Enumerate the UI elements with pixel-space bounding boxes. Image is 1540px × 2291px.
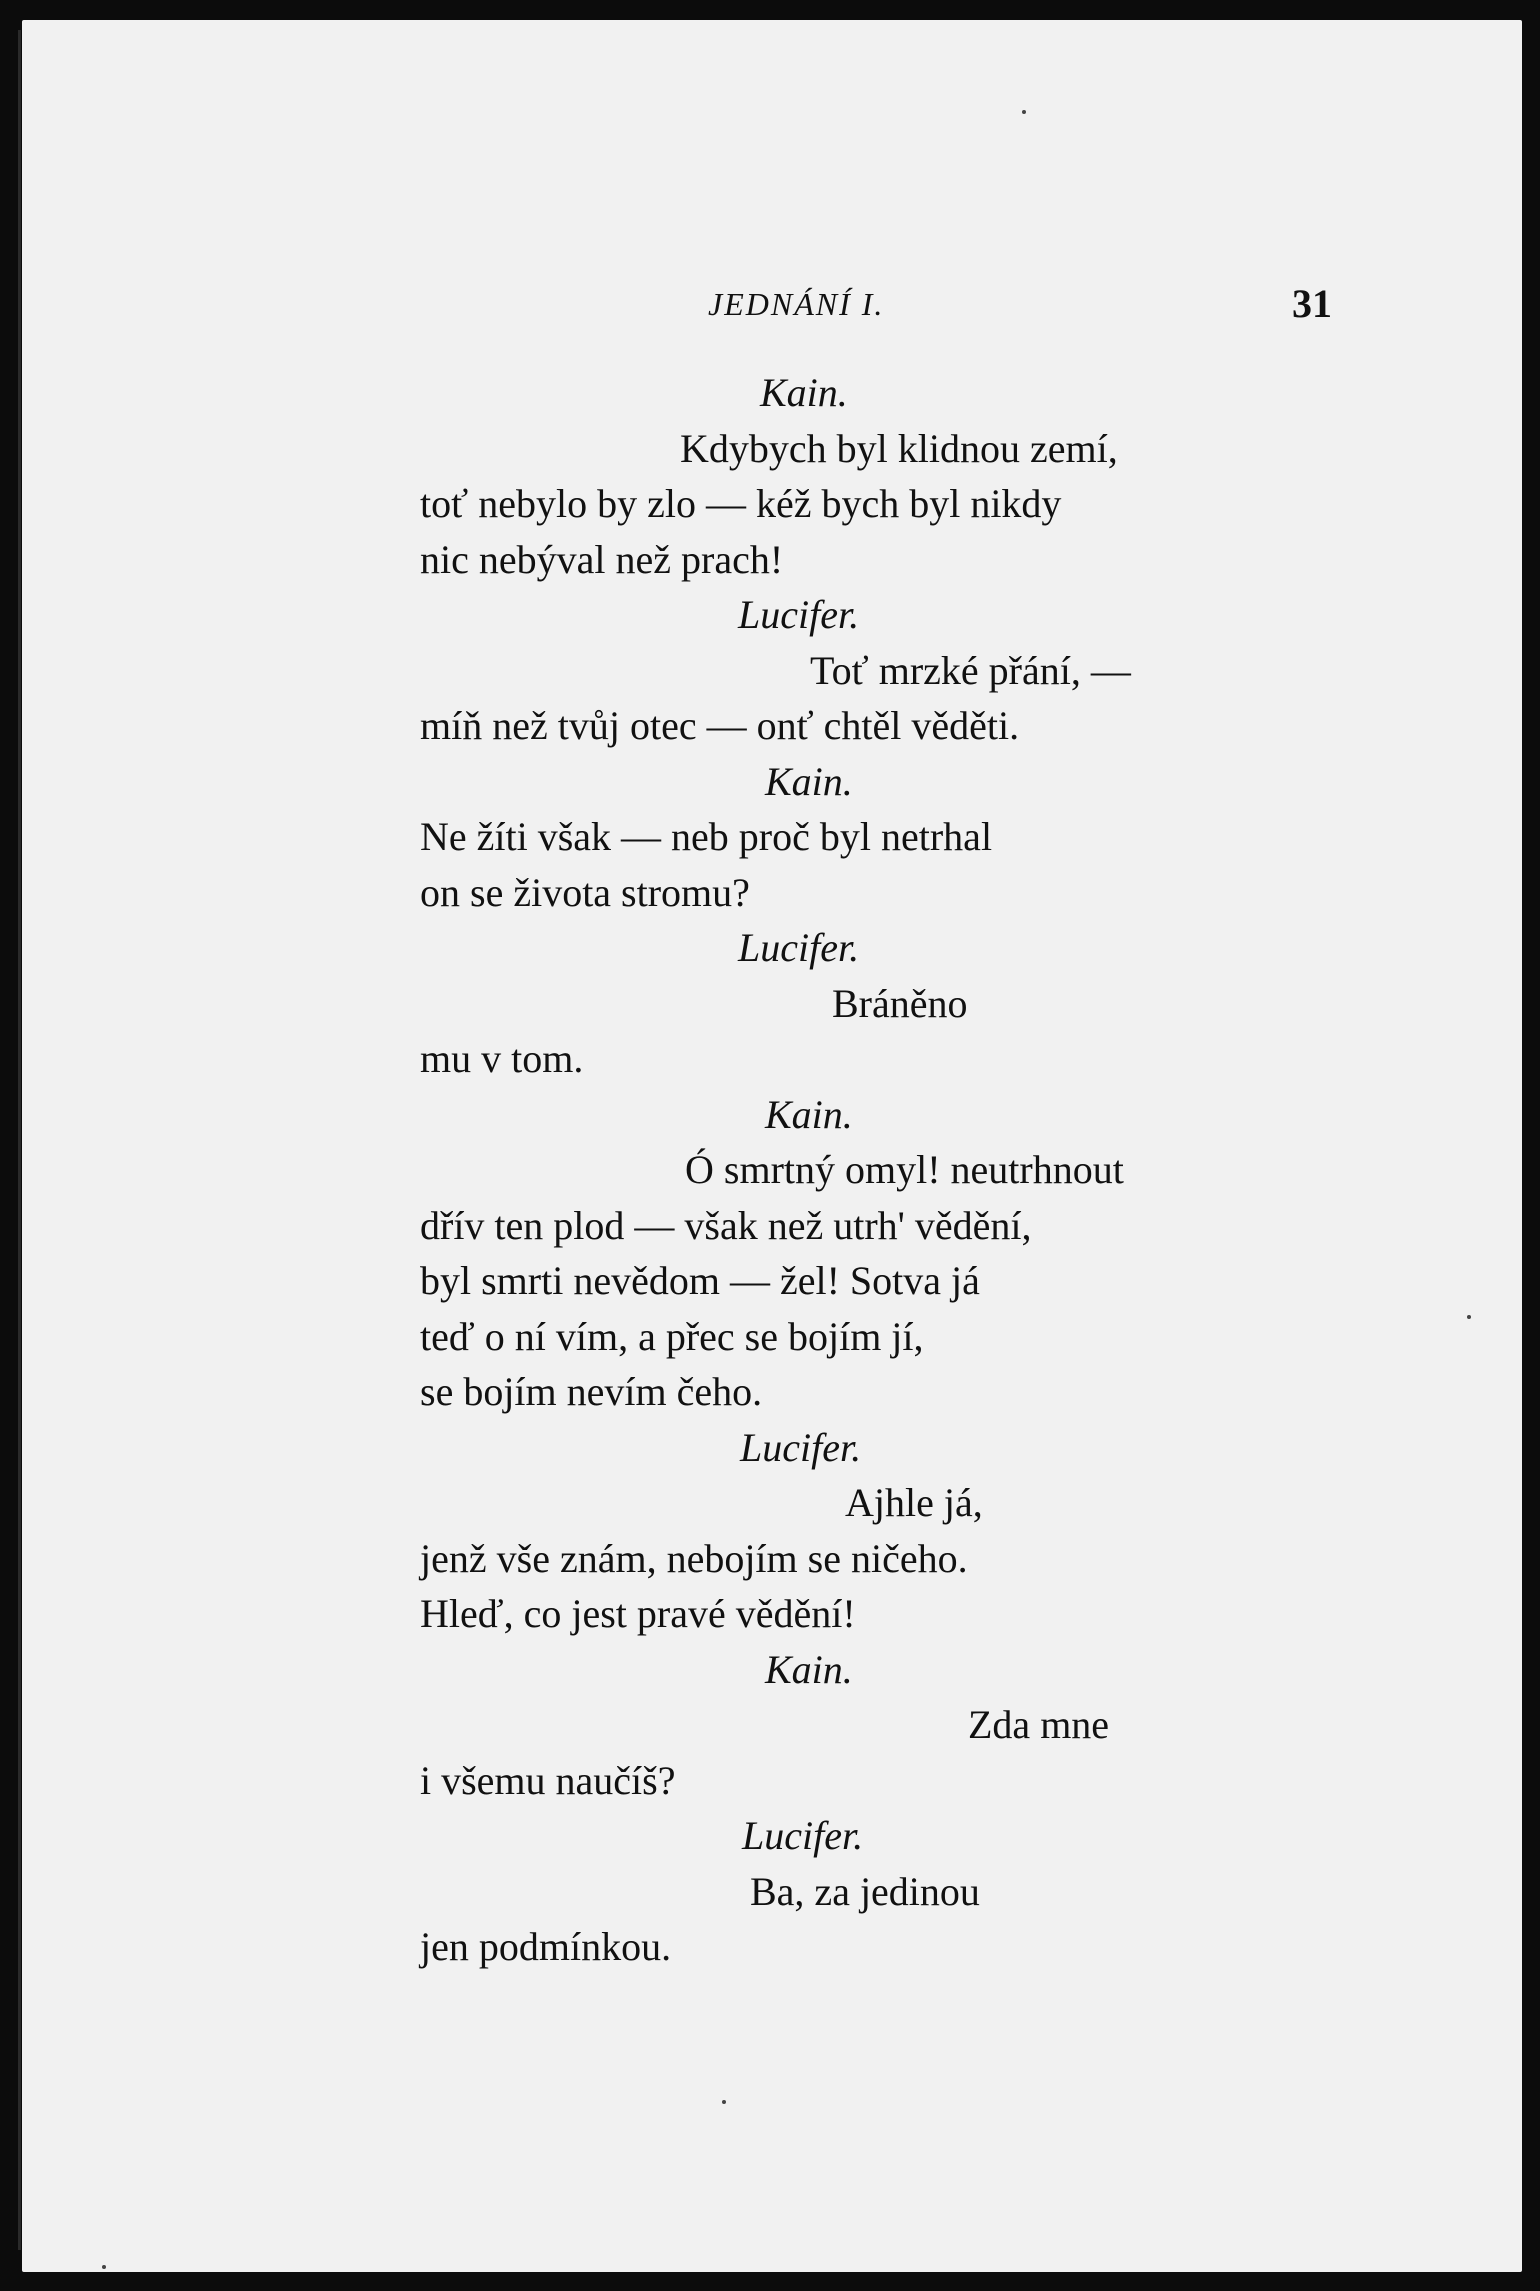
verse-line: Ajhle já, — [845, 1480, 983, 1525]
verse-line: Ó smrtný omyl! neutrhnout — [685, 1147, 1124, 1192]
verse-line: mu v tom. — [420, 1036, 584, 1081]
paper-speck — [1022, 110, 1026, 114]
verse-line: Bráněno — [832, 980, 968, 1026]
verse-text — [420, 365, 1320, 1975]
verse-line: Ne žíti však — neb proč byl netrhal — [420, 814, 993, 859]
verse-line: on se života stromu? — [420, 869, 750, 915]
verse-line: teď o ní vím, a přec se bojím jí, — [420, 1313, 924, 1359]
verse-line: jen podmínkou. — [420, 1924, 672, 1969]
speaker-kain: Kain. — [765, 758, 853, 804]
page-edge-shadow — [18, 30, 21, 2250]
verse-line: se bojím nevím čeho. — [420, 1369, 763, 1414]
verse-line: míň než tvůj otec — onť chtěl věděti. — [420, 703, 1020, 748]
verse-line: Zda mne — [968, 1702, 1110, 1747]
speaker-kain: Kain. — [765, 1646, 853, 1692]
paper-speck — [102, 2265, 106, 2269]
verse-line: byl smrti nevědom — žel! Sotva já — [420, 1258, 980, 1303]
speaker-lucifer: Lucifer. — [740, 1424, 862, 1470]
paper-speck — [722, 2100, 726, 2104]
verse-line: Kdybych byl klidnou zemí, — [680, 425, 1118, 471]
verse-line: Toť mrzké přání, — — [810, 647, 1131, 693]
page-header — [22, 278, 1522, 338]
verse-line: i všemu naučíš? — [420, 1757, 676, 1803]
speaker-lucifer: Lucifer. — [738, 925, 860, 970]
verse-line: Ba, za jedinou — [750, 1868, 980, 1914]
verse-line: Hleď, co jest pravé vědění! — [420, 1591, 856, 1636]
running-head: JEDNÁNÍ I. — [708, 286, 885, 322]
speaker-kain: Kain. — [760, 370, 848, 415]
book-page — [22, 20, 1522, 2272]
speaker-lucifer: Lucifer. — [738, 592, 860, 637]
verse-line: toť nebylo by zlo — kéž bych byl nikdy — [420, 481, 1062, 526]
verse-line: jenž vše znám, nebojím se ničeho. — [420, 1535, 968, 1581]
speaker-kain: Kain. — [765, 1091, 853, 1137]
page-number: 31 — [1292, 281, 1332, 326]
speaker-lucifer: Lucifer. — [742, 1813, 864, 1858]
verse-line: nic nebýval než prach! — [420, 536, 784, 582]
verse-line: dřív ten plod — však než utrh' vědění, — [420, 1202, 1032, 1248]
paper-speck — [1467, 1315, 1471, 1319]
